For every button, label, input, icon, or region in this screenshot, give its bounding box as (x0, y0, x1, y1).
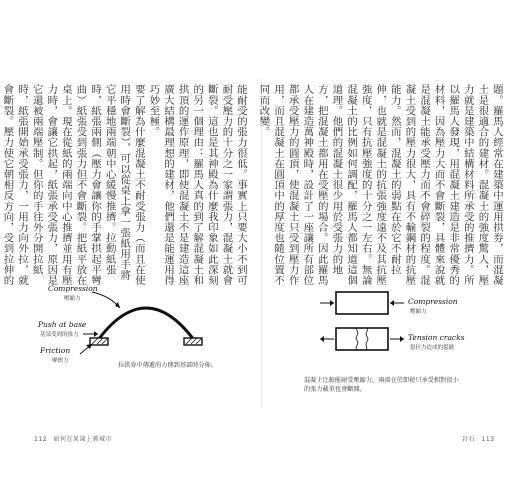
left-page-footer: 112 如何在果凍上蓋城市 (34, 436, 112, 443)
block-diagram (306, 284, 496, 374)
right-page-body (257, 84, 504, 289)
compression-label: Compression (48, 284, 98, 293)
right-figure-caption: 混凝土比較能耐受壓縮力，兩端在於即使只承受相對很小的張力載重也會斷開。 (304, 377, 459, 393)
right-page-footer: 岩石 113 (462, 436, 495, 443)
right-paragraph-1: 題。羅馬人經常在建築中運用拱券，而混凝土是很適合的建材。混凝土的強度驚人，壓力就是建築中結構材料所承受的推擠力。所以羅馬人發現，用混凝土建造是非常優秀的材料，因為壓力大而不會斷裂，具體來說就是混凝土能承受壓力而不會碎裂的程度。混凝土受到的壓力很大，具有不輸鋼材的抗壓能力。然而，混凝土的弱點在於它不耐拉伸，也就是混凝土的抗張強度遠不及其抗壓強度，只有抗壓強度的十分之一左右。無論混凝土的比例如何調配，羅馬人都知道這個道理。他們的混凝土很少用於受張力的地方，把混凝土都用在受壓的場合。因此羅馬人在建造萬神殿時，設計了一座讓所有部位都承受壓力的圓頂，使混凝土只受到壓力作用，而且混凝土在圓頂中的厚度也隨位置不同而改變。 (257, 84, 503, 286)
compression-label-cn: 壓縮力 (64, 296, 81, 302)
friction-label-cn: 摩擦力 (52, 358, 69, 364)
tension-label: Tension cracks (408, 333, 465, 342)
compression-label-right: Compression (408, 297, 458, 306)
left-paragraph-2: 要了解為什麼混凝土不耐受張力（而且在使用時會斷裂），可以從桌上拿一張紙用手將它平穩地兩端朝中心緩慢推擠。拉動紙張時，紙張兩側（壓力會讓你的手掌拱起平彎曲）紙張受到張力但不會斷裂。把紙平放在桌上。現在從紙的兩端向中心推擠並用有壓力時，會讓它拱起，紙張承受張力，原因是它還被兩端壓制。但你的手往外分開拉紙時，紙張開始承受張力，一用力向外拉，就會斷裂。壓力使它朝相反方向，受到拉伸的 (1, 84, 145, 286)
compression-block (336, 292, 388, 314)
tension-label-cn: 張拉力造成的裂縫 (410, 345, 455, 351)
right-page (257, 0, 520, 500)
compression-label-right-cn: 壓縮力 (410, 309, 427, 315)
left-figure-caption: 拉拱券中傳遞的力傳到基部時分佈。 (118, 362, 217, 369)
friction-label: Friction (40, 346, 71, 355)
left-paragraph-1: 能耐受的張力很低。事實上只要大小不到可耐受壓力的十分之一家謂張力，混凝土就會斷裂。這也是其神殿為什麼我印象如此深刻的另一個理由：羅馬人真的到了解混凝土和拱頂的運作原理，即使混凝土不是建造這座廣大結構最理想的建材，他們還是能運用得巧妙至極。 (147, 84, 247, 286)
arch-curve (98, 308, 194, 340)
push-label-cn: 基部受到的推力 (40, 332, 79, 338)
left-page-body (1, 84, 248, 289)
push-label: Push at base (38, 320, 87, 329)
tension-block (336, 328, 388, 350)
